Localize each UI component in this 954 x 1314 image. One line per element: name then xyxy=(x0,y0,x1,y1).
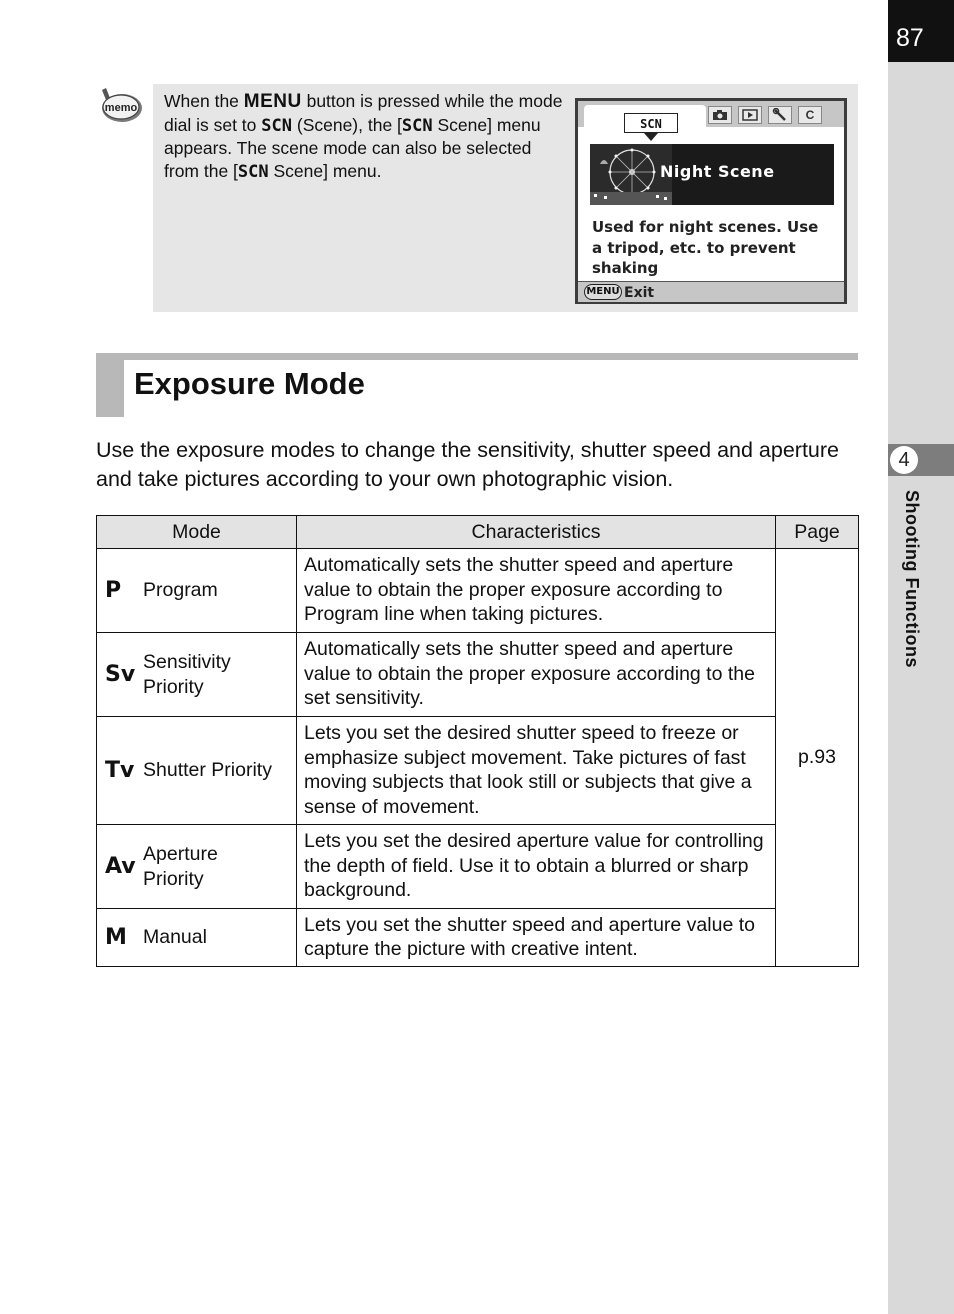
mode-name: Program xyxy=(143,579,218,602)
scn-symbol: SCN xyxy=(261,115,292,136)
section-intro: Use the exposure modes to change the sensitivity, shutter speed and aperture and take pictures according to your own photographic vision. xyxy=(96,438,839,491)
scn-symbol: SCN xyxy=(401,115,433,136)
wrench-icon[interactable] xyxy=(768,106,792,124)
camera-icon[interactable] xyxy=(708,106,732,124)
aperture-mode-icon: Av xyxy=(105,854,136,879)
mode-name: Sensitivity Priority xyxy=(143,651,231,698)
chapter-number: 4 xyxy=(890,446,918,474)
table-row xyxy=(97,549,859,633)
shutter-mode-icon: Tv xyxy=(105,758,135,783)
chapter-title: Shooting Functions xyxy=(902,490,922,668)
scene-title: Night Scene xyxy=(660,162,775,181)
exposure-mode-table xyxy=(96,515,859,967)
mode-characteristics: Automatically sets the shutter speed and aperture value to obtain the proper exposure according to the set sensitivity. xyxy=(297,633,776,717)
sensitivity-mode-icon: Sv xyxy=(105,662,136,687)
header-characteristics: Characteristics xyxy=(297,516,776,549)
table-row xyxy=(97,717,859,825)
menu-word: MENU xyxy=(243,91,302,112)
program-mode-icon: P xyxy=(105,578,122,603)
camera-screen xyxy=(575,98,847,304)
table-row xyxy=(97,825,859,909)
memo-icon xyxy=(96,86,144,126)
mode-characteristics: Lets you set the desired shutter speed to freeze or emphasize subject movement. Take pictures of fast moving subjects that look still or subjects that give a sense of movement. xyxy=(297,717,776,825)
camera-footer xyxy=(578,281,844,302)
header-page: Page xyxy=(776,516,859,549)
scn-tab-label: SCN xyxy=(624,113,678,133)
memo-text: When the MENU button is pressed while the mode dial is set to SCN (Scene), the [SCN Scene] menu appears. The scene mode can also be selected from the [SCN Scene] menu. xyxy=(164,91,563,182)
tab-scn[interactable] xyxy=(584,105,706,131)
mode-characteristics: Lets you set the shutter speed and aperture value to capture the picture with creative intent. xyxy=(297,909,776,967)
mode-name: Aperture Priority xyxy=(143,843,218,890)
selected-scene-item[interactable] xyxy=(590,144,834,205)
mode-characteristics: Automatically sets the shutter speed and aperture value to obtain the proper exposure according to Program line when taking pictures. xyxy=(297,549,776,633)
header-mode: Mode xyxy=(97,516,297,549)
playback-icon[interactable] xyxy=(738,106,762,124)
mode-characteristics: Lets you set the desired aperture value for controlling the depth of field. Use it to obtain a blurred or sharp background. xyxy=(297,825,776,909)
tab-c[interactable]: C xyxy=(798,106,822,124)
page-reference: p.93 xyxy=(776,549,859,967)
heading-rule xyxy=(96,353,858,360)
scn-symbol: SCN xyxy=(237,161,269,182)
section-title: Exposure Mode xyxy=(134,366,365,401)
pointer-icon xyxy=(644,133,658,141)
table-header-row xyxy=(97,516,859,549)
memo-icon-label: memo xyxy=(104,102,138,114)
camera-tab-icons xyxy=(708,106,842,124)
mode-name: Shutter Priority xyxy=(143,759,272,782)
scene-description: Used for night scenes. Use a tripod, etc. to prevent shaking xyxy=(592,218,819,277)
menu-button-icon[interactable]: MENU xyxy=(584,284,622,300)
mode-name: Manual xyxy=(143,926,207,949)
exit-label: Exit xyxy=(624,285,655,301)
heading-marker xyxy=(96,353,124,417)
manual-mode-icon: M xyxy=(105,925,127,950)
page-number: 87 xyxy=(896,24,924,52)
table-row xyxy=(97,633,859,717)
table-row xyxy=(97,909,859,967)
